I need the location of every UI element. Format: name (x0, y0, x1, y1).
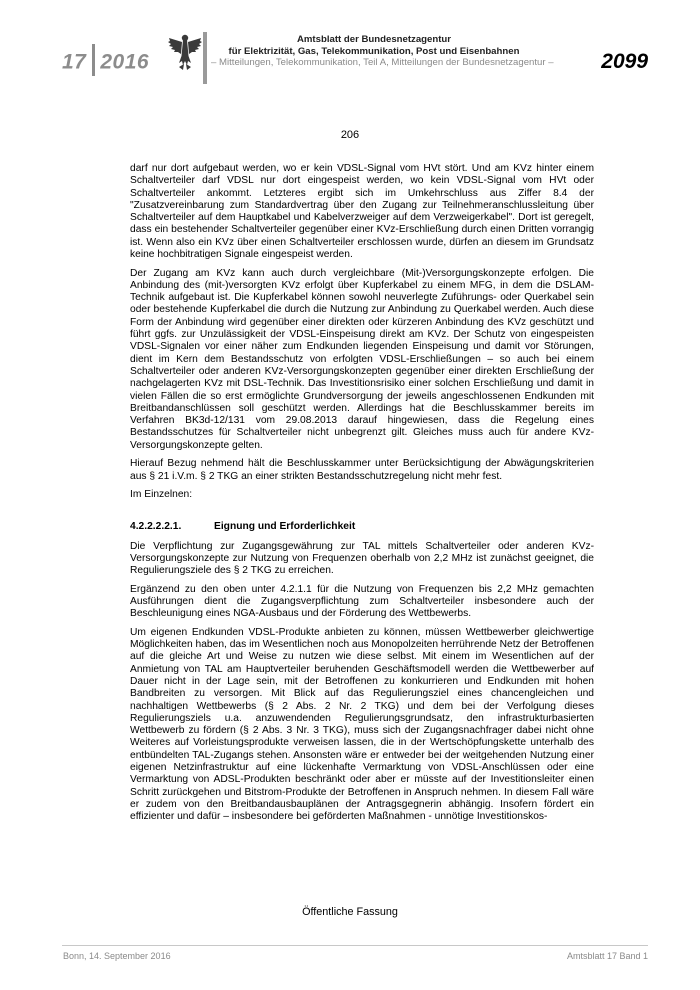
publication-subtitle: – Mitteilungen, Telekommunikation, Teil A, Mitteilungen der Bundesnetzagentur – (211, 57, 554, 68)
publication-title-line1: Amtsblatt der Bundesnetzagentur (296, 34, 452, 45)
footer-volume: Amtsblatt 17 Band 1 (566, 951, 648, 961)
inner-page-number: 206 (340, 129, 360, 141)
footer-date: Bonn, 14. September 2016 (63, 951, 171, 961)
paragraph: Der Zugang am KVz kann auch durch vergleichbare (Mit-)Versorgungskonzepte erfolgen. Die Anbindung des (mit-)versorgten KVz erfolgt über Kupferkabel zu einem MFG, in dem die DSLAM-Technik aufgebaut ist. Die Kupferkabel können sowohl neuverlegte Zuführungs- oder Querkabel sein oder bestehende Kupferkabel die durch die Nutzung zur Anbindung zu Querkabel werden. Auch diese Form der Anbindung wird gegenüber einer direkten oder kürzeren Anbindung des KVz geschützt und führt ggfs. zur Unzulässigkeit der VDSL-Einspeisung direkt am KVz. Der Schutz von eingespeisten VDSL-Signalen vor einer näher zum Endkunden liegenden Einspeisung und damit vor Störungen, dient im Kern dem Bestandsschutz von erfolgten VDSL-Erschließungen – so auch bei einem Schaltverteiler oder anderen KVz-Versorgungskonzepten gegenüber einer direkten Erschließung der nachgelagerten KVz mit DSL-Technik. Das Investitionsrisiko einer solchen Erschließung und damit in vielen Fällen die so erst ermöglichte Grundversorgung der jeweils angeschlossenen Endkunden mit Breitbandanschlüssen soll geschützt werden. Allerdings hat die Beschlusskammer bereits im Verfahren BK3d-12/131 vom 29.08.2013 darauf hingewiesen, dass die Regelung eines Bestandsschutzes für Schaltverteiler nicht unbegrenzt gilt. Gleiches muss auch für andere KVz-Versorgungskonzepte gelten. (130, 267, 594, 451)
issue-year: 2016 (100, 50, 150, 74)
paragraph: Um eigenen Endkunden VDSL-Produkte anbieten zu können, müssen Wettbewerber gleichwertige Möglichkeiten haben, das im Wesentlichen noch aus Monopolzeiten herrührende Netz der Betroffenen auf die gleiche Art und Weise zu nutzen wie diese selbst. Mit einem im Wesentlichen auf der Anmietung von TAL am Hauptverteiler beruhenden Geschäftsmodell werden die Wettbewerber auf Dauer nicht in der Lage sein, mit der Betroffenen zu konkurrieren und Endkunden mit hohen Bandbreiten zu versorgen. Mit Blick auf das Regulierungsziel eines chancengleichen und nachhaltigen Wettbewerbs (§ 2 Abs. 2 Nr. 2 TKG) und dem bei der Verfolgung dieses Regulierungsziels u.a. anzuwendenden Regulierungsgrundsatz, den infrastrukturbasierten Wettbewerb zu fördern (§ 2 Abs. 3 Nr. 3 TKG), muss sich der Zugangsnachfrager dabei nicht ohne Weiteres auf Vorleistungsprodukte verweisen lassen, die in der Wertschöpfungskette unterhalb des entbündelten TAL-Zugangs stehen. Ansonsten wäre er entweder bei der weitgehenden Nutzung einer eigenen Netzinfrastruktur auf eine lückenhafte Vermarktung von VDSL-Anschlüssen oder eine Vermarktung von ADSL-Produkten beschränkt oder aber er müsste auf der Investitionsleiter einen Schritt zurückgehen und Bitstrom-Produkte der Betroffenen in Anspruch nehmen. In diesem Fall wäre er zudem von den Breitbandausbauplänen der Antragsgegnerin abhängig. Insofern fördert ein effizienter und dafür – insbesondere bei geförderten Maßnahmen - unnötige Investitionskos- (130, 626, 595, 823)
paragraph: Hierauf Bezug nehmend hält die Beschlusskammer unter Berücksichtigung der Abwägungskriterien aus § 21 i.V.m. § 2 TKG an einer strikten Bestandsschutzregelung nicht mehr fest. (130, 458, 594, 482)
footer-divider (62, 945, 648, 946)
paragraph: Im Einzelnen: (130, 488, 193, 500)
issue-divider (92, 44, 95, 76)
header-divider (203, 32, 207, 84)
section-number: 4.2.2.2.2.1. (130, 521, 182, 533)
section-title: Eignung und Erforderlichkeit (214, 521, 356, 533)
issue-number: 17 (62, 50, 87, 74)
paragraph: Ergänzend zu den oben unter 4.2.1.1 für die Nutzung von Frequenzen bis 2,2 MHz gemachten Ausführungen dient die Zugangsverpflichtung zum Schaltverteiler insbesondere auch der Beschleunigung eines NGA-Ausbaus und der Förderung des Wettbewerbs. (130, 583, 594, 620)
paragraph: Die Verpflichtung zur Zugangsgewährung zur TAL mittels Schaltverteiler oder anderen KVz-Versorgungskonzepte zur Nutzung von Frequenzen oberhalb von 2,2 MHz ist zunächst geeignet, die Regulierungsziele des § 2 TKG zu erreichen. (130, 540, 594, 577)
issue-label (62, 47, 149, 79)
body-text (130, 163, 594, 830)
page-number: 2099 (601, 50, 648, 73)
paragraph: darf nur dort aufgebaut werden, wo er kein VDSL-Signal vom HVt stört. Und am KVz hinter einem Schaltverteiler darf VDSL nur dort eingespeist werden, wo kein VDSL-Signal vom HVt oder Schaltverteiler ankommt. Letzteres ergibt sich im Umkehrschluss aus Ziffer 8.4 der "Zusatzvereinbarung zum Standardvertrag über den Zugang zur Teilnehmeranschlussleitung über Schaltverteiler auf dem Hauptkabel und Kabelverzweiger auf dem Verzweigerkabel". Dort ist geregelt, dass ein bestehender Schaltverteiler gegenüber einer KVz-Erschließung durch einen Dritten vorrangig ist. Wenn also ein KVz über einen Schaltverteiler erschlossen wurde, dürfen an diesem im Grundsatz keine hochbitratigen Signale eingespeist werden. (130, 163, 594, 261)
section-heading (130, 521, 594, 533)
closing-label: Öffentliche Fassung (302, 906, 398, 918)
federal-eagle-icon (166, 30, 204, 72)
publication-title (214, 34, 534, 58)
publication-title-line2: für Elektrizität, Gas, Telekommunikation, Post und Eisenbahnen (228, 46, 520, 57)
